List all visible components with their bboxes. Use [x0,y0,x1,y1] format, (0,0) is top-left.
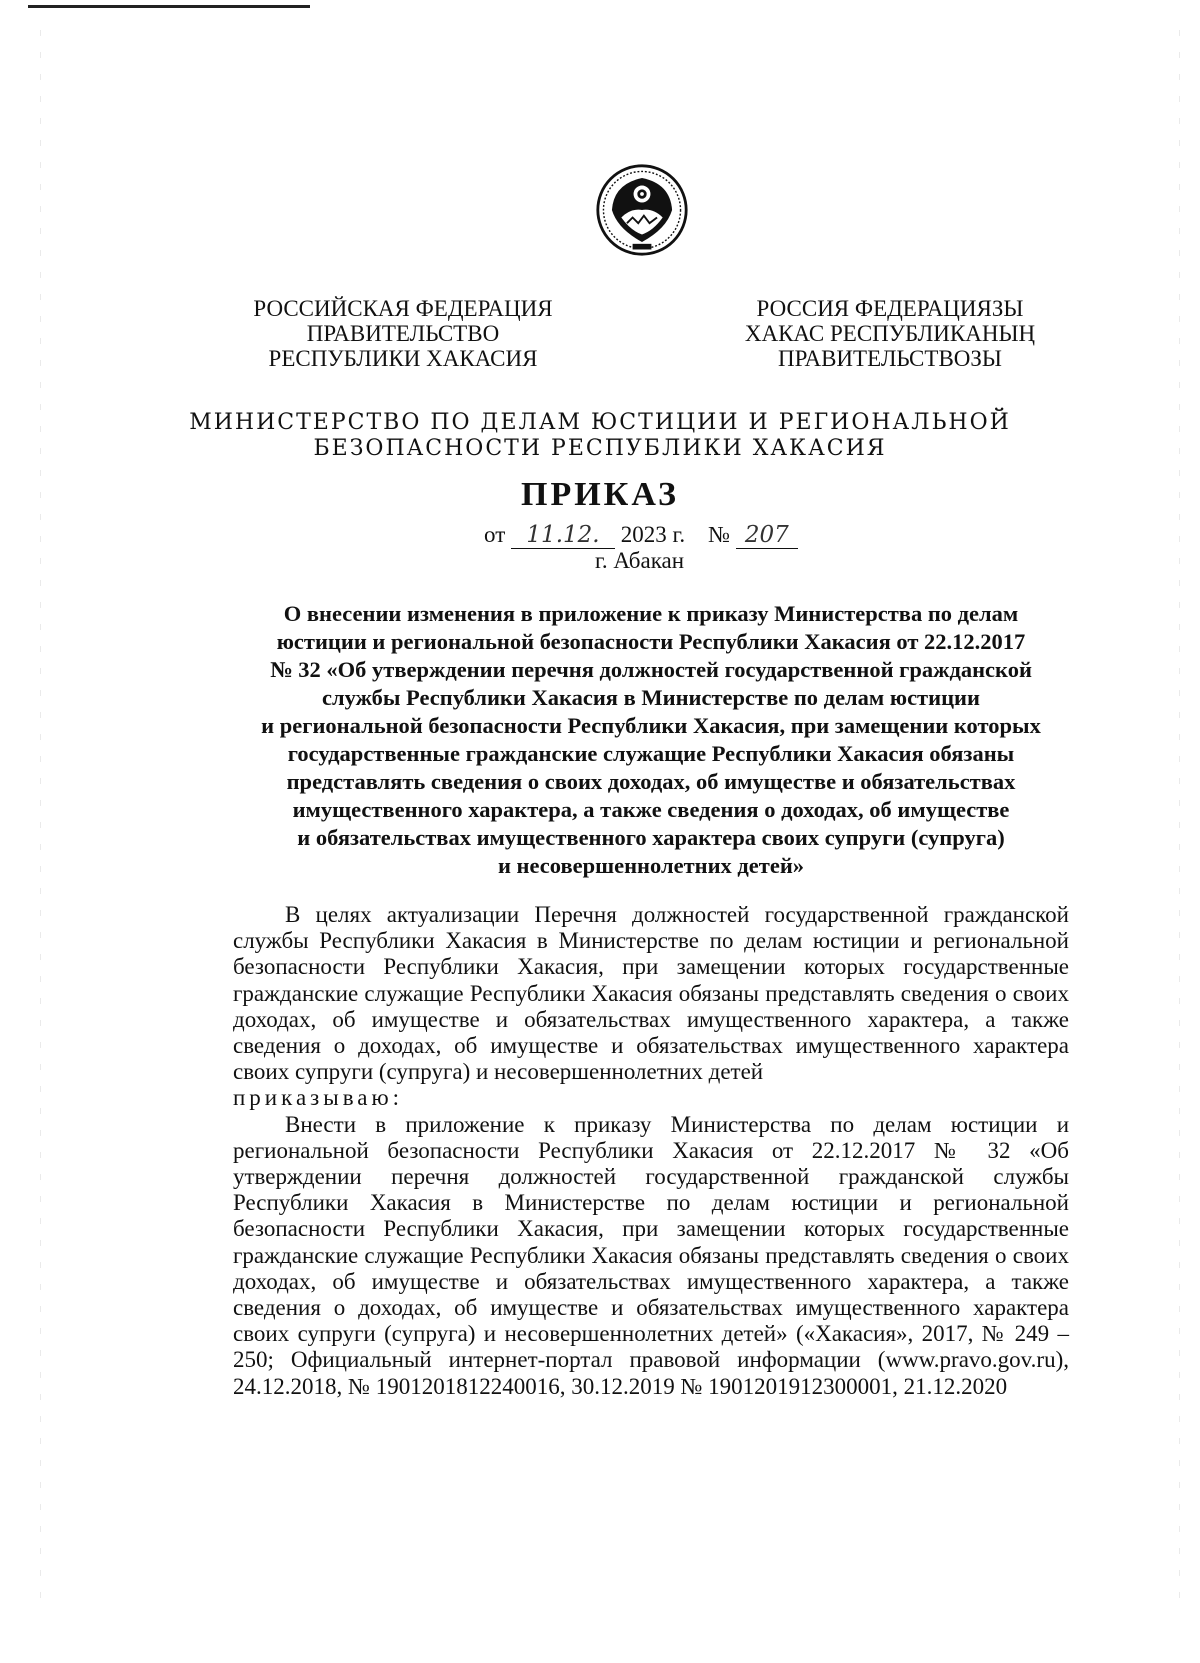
city: г. Абакан [595,548,685,573]
ministry-line-2: БЕЗОПАСНОСТИ РЕСПУБЛИКИ ХАКАСИЯ [313,436,887,461]
header-left-line-3: РЕСПУБЛИКИ ХАКАСИЯ [268,346,538,371]
header-right-line-2: ХАКАС РЕСПУБЛИКАНЫҢ [744,321,1036,346]
order-word: приказываю: [233,1085,404,1111]
header-left-line-2: ПРАВИТЕЛЬСТВО [306,321,500,346]
coat-of-arms-khakassia-icon [595,163,689,257]
date-prefix: от [484,522,506,547]
scan-top-line [28,5,310,8]
date-year: 2023 г. [620,522,686,547]
document-type: ПРИКАЗ [521,476,679,513]
title-line: и региональной безопасности Республики Хакасия, при замещении которых [261,713,1041,738]
title-line: и несовершеннолетних детей» [497,853,805,878]
title-line: представлять сведения о своих доходах, об имуществе и обязательствах [286,769,1016,794]
title-line: и обязательствах имущественного характера своих супруги (супруга) [297,825,1005,850]
body-paragraph-1: В целях актуализации Перечня должностей государственной гражданской службы Республики Хакасия в Министерстве по делам юстиции и региональной безопасности Республики Хакасия, при замещении которых государственные гражданские служащие Республики Хакасия обязаны представлять сведения о своих доходах, об имуществе и обязательствах имущественного характера, а также сведения о доходах, об имуществе и обязательствах имущественного характера своих супруги (супруга) и несовершеннолетних детей [233,902,1069,1085]
ministry-name [0,410,1200,462]
header-left-line-1: РОССИЙСКАЯ ФЕДЕРАЦИЯ [253,296,553,321]
scan-edge-right [1179,30,1180,1610]
header-right-line-3: ПРАВИТЕЛЬСТВОЗЫ [778,346,1002,371]
title-line: юстиции и региональной безопасности Республики Хакасия от 22.12.2017 [276,629,1026,654]
body-paragraph-2: Внести в приложение к приказу Министерства по делам юстиции и региональной безопасности Республики Хакасия от 22.12.2017 № 32 «Об утверждении перечня должностей государственной гражданской службы Республики Хакасия в Министерстве по делам юстиции и региональной безопасности Республики Хакасия, при замещении которых государственные гражданские служащие Республики Хакасия обязаны представлять сведения о своих доходах, об имуществе и обязательствах имущественного характера, а также сведения о доходах, об имуществе и обязательствах имущественного характера своих супруги (супруга) и несовершеннолетних детей» («Хакасия», 2017, № 249 – 250; Официальный интернет-портал правовой информации (www.pravo.gov.ru), 24.12.2018, № 1901201812240016, 30.12.2019 № 1901201912300001, 21.12.2020 [233,1111,1069,1399]
date-number-line [484,522,798,549]
title-line: № 32 «Об утверждении перечня должностей государственной гражданской [270,657,1032,682]
title-line: имущественного характера, а также сведения о доходах, об имуществе [292,797,1010,822]
header-right-line-1: РОССИЯ ФЕДЕРАЦИЯЗЫ [756,296,1024,321]
scan-edge-left [40,30,41,1610]
document-number: 207 [736,522,798,549]
document-title [233,600,1069,880]
header-left [243,296,563,371]
number-label: № [708,522,731,547]
title-line: государственные гражданские служащие Республики Хакасия обязаны [287,741,1015,766]
header-right [730,296,1050,371]
ministry-line-1: МИНИСТЕРСТВО ПО ДЕЛАМ ЮСТИЦИИ И РЕГИОНАЛЬНОЙ [189,410,1011,435]
title-line: О внесении изменения в приложение к приказу Министерства по делам [283,601,1019,626]
date-day-month: 11.12. [511,522,615,549]
document-body [233,902,1069,1400]
title-line: службы Республики Хакасия в Министерстве по делам юстиции [322,685,980,710]
